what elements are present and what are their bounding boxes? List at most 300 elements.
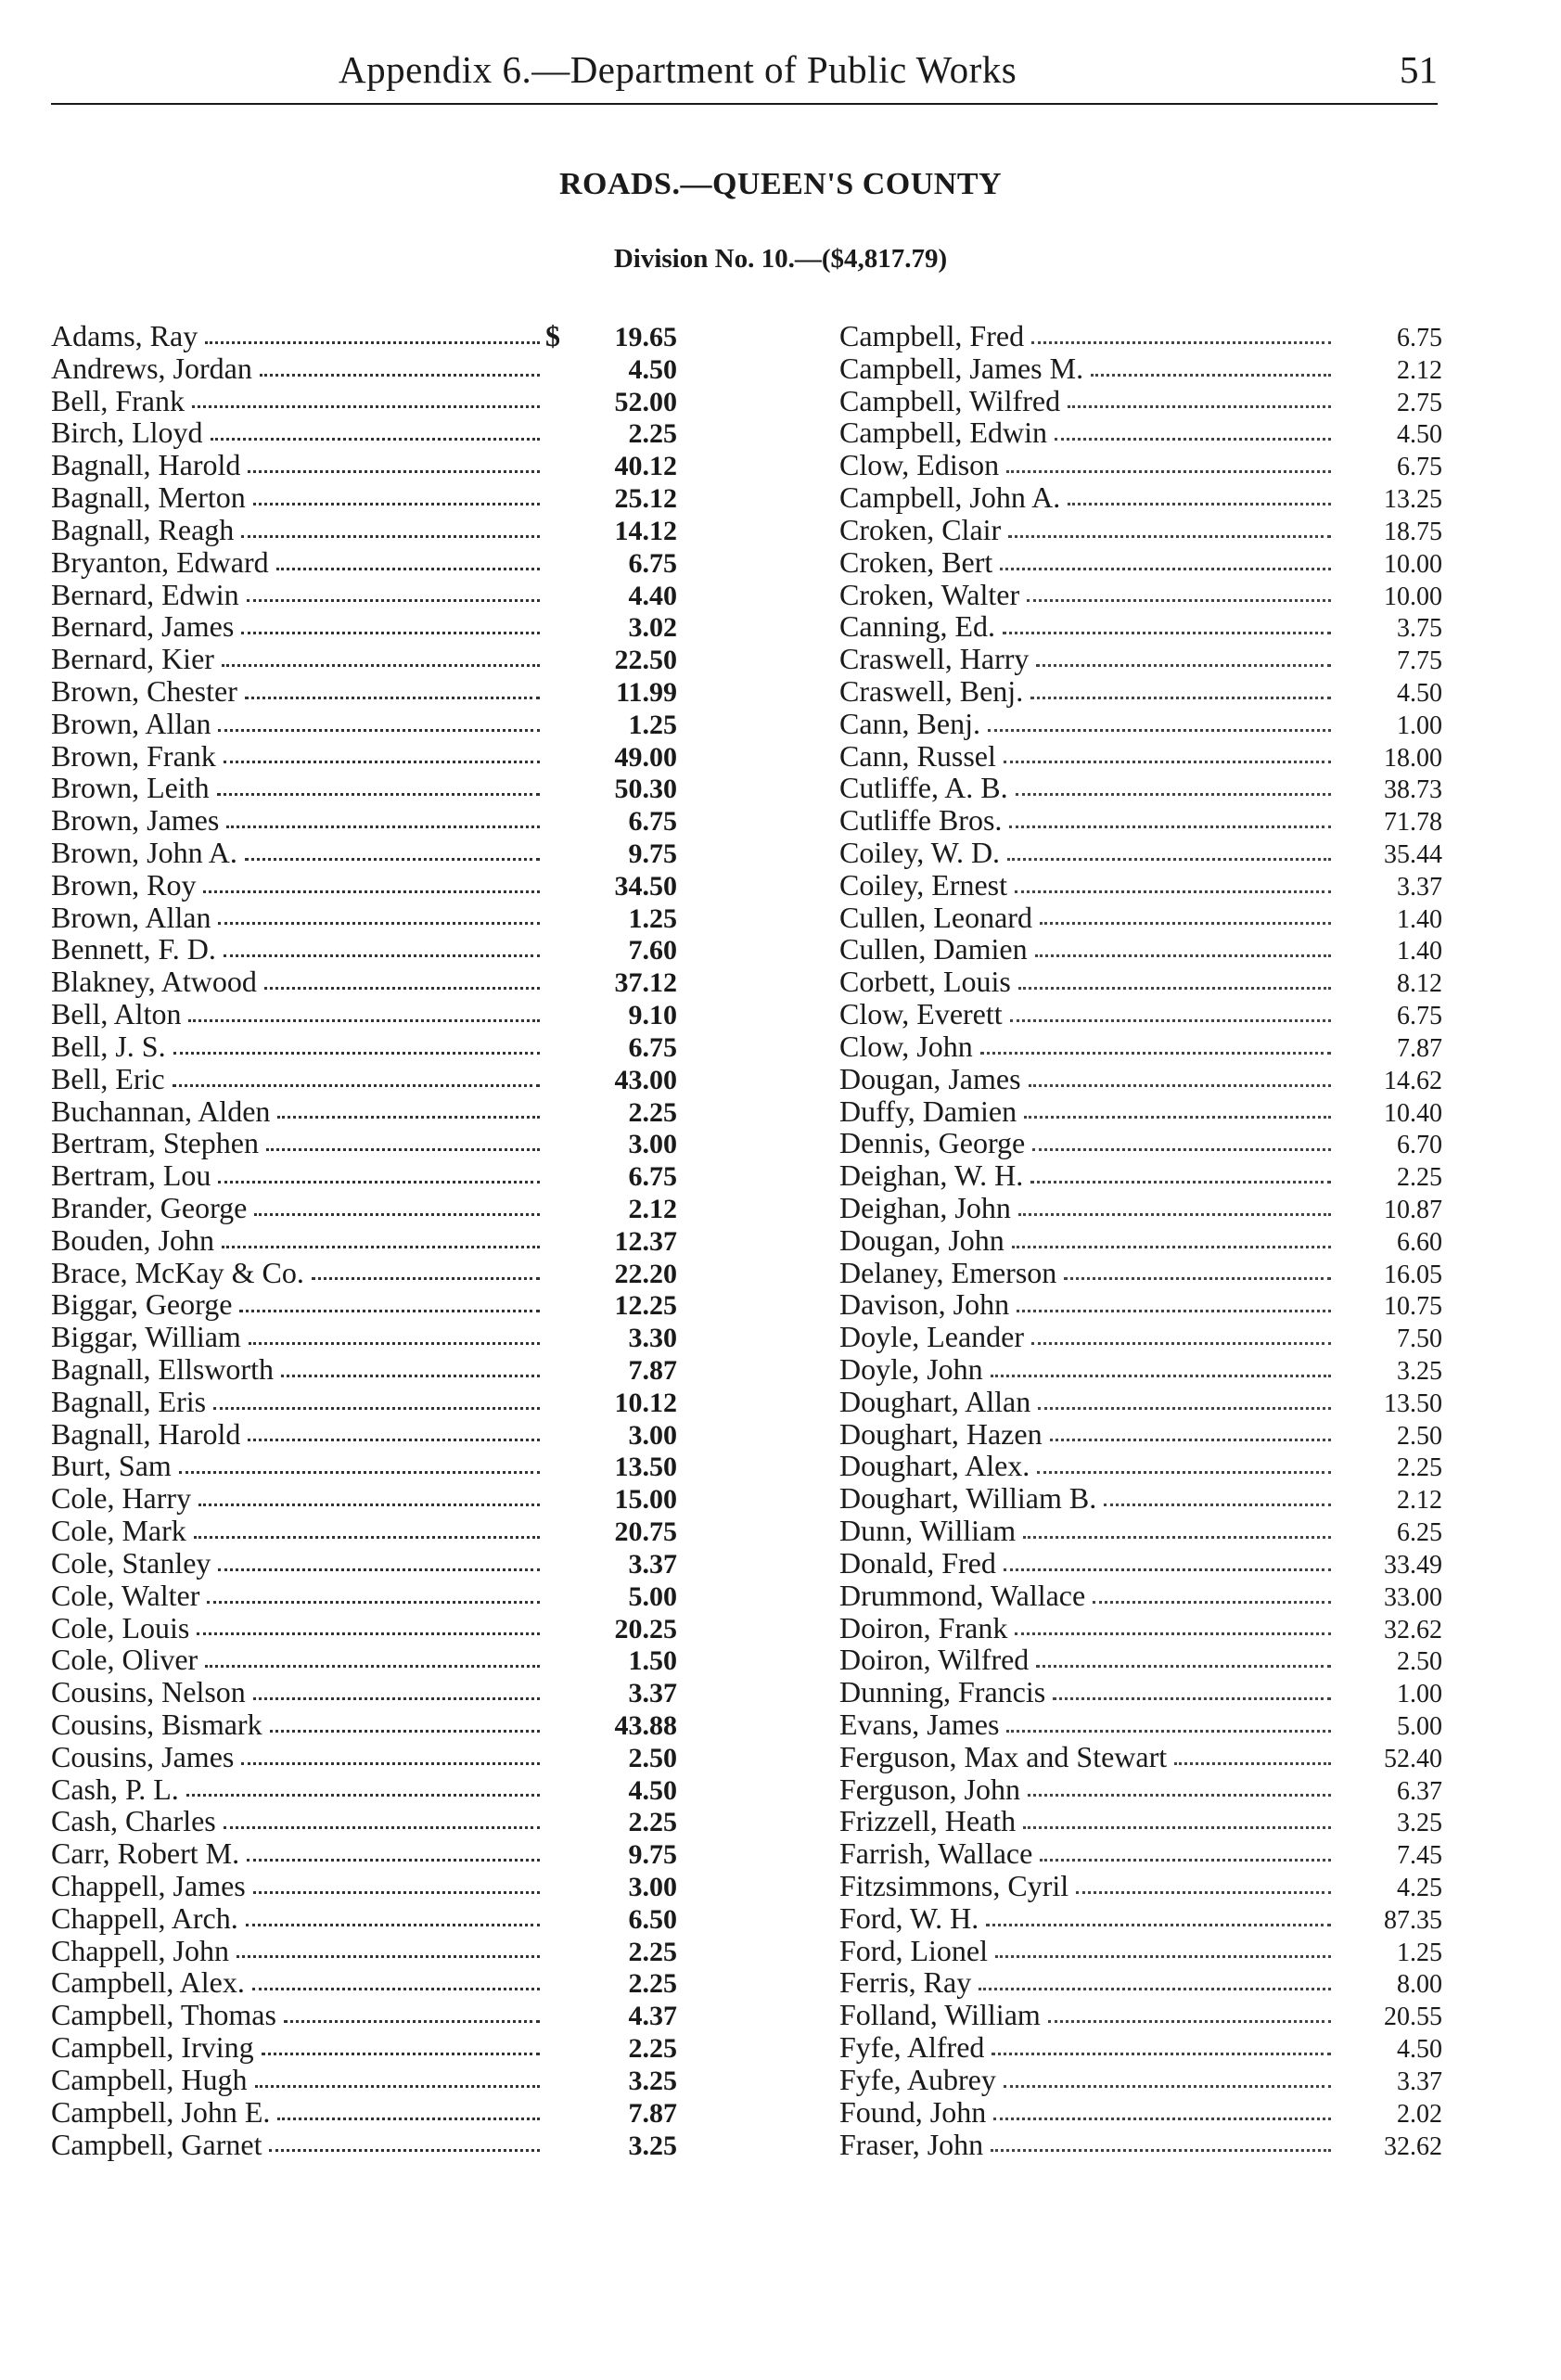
payee-row: [839, 1450, 1442, 1482]
dot-leader: [1174, 1762, 1331, 1765]
payment-amount: 3.37: [628, 1678, 677, 1709]
payee-name: Brace, McKay & Co.: [51, 1255, 304, 1289]
payment-amount: 32.62: [1384, 2131, 1442, 2161]
payee-name: Ferguson, Max and Stewart: [839, 1739, 1168, 1773]
payee-name: Folland, William: [839, 1998, 1041, 2032]
payment-amount: 2.25: [1397, 1163, 1442, 1193]
payee-row: [51, 1773, 677, 1806]
dot-leader: [245, 697, 540, 699]
payment-amount: 2.12: [1397, 355, 1442, 385]
dot-leader: [1027, 599, 1331, 602]
payee-row: [51, 1966, 677, 1999]
payee-row: [839, 1257, 1442, 1289]
payment-amount: 3.00: [628, 1419, 677, 1451]
payee-row: [51, 1288, 677, 1321]
payment-amount: 10.12: [614, 1387, 677, 1418]
payee-row: [51, 1482, 677, 1515]
payee-row: [51, 1837, 677, 1870]
payee-name: Farrish, Wallace: [839, 1836, 1033, 1871]
payee-row: [839, 385, 1442, 417]
payee-row: [839, 1482, 1442, 1515]
payee-row: [51, 2031, 677, 2064]
payee-row: [839, 804, 1442, 837]
payee-row: [51, 481, 677, 514]
payee-row: [839, 1837, 1442, 1870]
dot-leader: [253, 1697, 540, 1700]
payment-amount: 15.00: [614, 1484, 677, 1516]
payment-amount: 14.62: [1384, 1066, 1442, 1095]
dot-leader: [992, 2053, 1331, 2055]
dot-leader: [241, 632, 540, 634]
dot-leader: [226, 825, 540, 828]
payee-row: [839, 998, 1442, 1030]
payee-name: Bagnall, Eris: [51, 1384, 207, 1418]
payee-name: Fyfe, Aubrey: [839, 2062, 996, 2096]
payment-amount: 1.40: [1397, 937, 1442, 966]
payee-name: Cutliffe, A. B.: [839, 771, 1008, 805]
payee-name: Brown, Leith: [51, 771, 210, 805]
payee-row: [839, 902, 1442, 934]
payee-name: Cash, Charles: [51, 1804, 216, 1838]
payment-amount: 7.87: [628, 1355, 677, 1386]
payee-name: Chappell, Arch.: [51, 1900, 238, 1935]
payment-amount: 43.88: [614, 1709, 677, 1741]
payee-row: [839, 2064, 1442, 2096]
dot-leader: [217, 793, 540, 796]
payee-row: [839, 1805, 1442, 1837]
payee-name: Birch, Lloyd: [51, 416, 203, 450]
dot-leader: [1048, 2020, 1331, 2023]
dot-leader: [205, 341, 540, 344]
payee-name: Bell, J. S.: [51, 1029, 166, 1063]
payee-name: Canning, Ed.: [839, 609, 995, 644]
dot-leader: [995, 1955, 1331, 1958]
dot-leader: [1030, 1181, 1331, 1184]
payee-name: Bernard, James: [51, 609, 235, 644]
payee-row: [839, 1224, 1442, 1257]
payment-amount: 20.75: [614, 1516, 677, 1548]
payee-name: Cullen, Leonard: [839, 900, 1032, 934]
payee-row: [51, 1095, 677, 1128]
payee-name: Campbell, Irving: [51, 2030, 254, 2065]
payee-name: Fraser, John: [839, 2127, 984, 2161]
running-title: Appendix 6.—Department of Public Works: [339, 48, 1017, 91]
payment-amount: 4.50: [1397, 678, 1442, 708]
payee-row: [839, 546, 1442, 579]
payee-name: Bell, Eric: [51, 1061, 165, 1095]
payee-name: Cousins, Bismark: [51, 1707, 262, 1741]
payment-amount: 11.99: [616, 676, 677, 708]
payee-row: [839, 2129, 1442, 2161]
dot-leader: [1000, 568, 1331, 570]
dot-leader: [252, 1988, 540, 1990]
payee-name: Clow, Everett: [839, 997, 1003, 1031]
dot-leader: [173, 1084, 540, 1087]
dot-leader: [255, 2085, 540, 2088]
payment-amount: 3.25: [628, 2130, 677, 2161]
payment-amount: 14.12: [614, 515, 677, 546]
payment-amount: 33.49: [1384, 1550, 1442, 1580]
header-rule: [51, 103, 1438, 105]
payee-name: Blakney, Atwood: [51, 965, 257, 999]
payment-amount: 9.10: [628, 1000, 677, 1031]
dot-leader: [1018, 1213, 1331, 1216]
payee-name: Deighan, John: [839, 1190, 1011, 1224]
payee-row: [51, 1902, 677, 1935]
dot-leader: [979, 1988, 1331, 1990]
dot-leader: [277, 2118, 540, 2120]
payee-row: [51, 1418, 677, 1451]
dot-leader: [1010, 1019, 1331, 1022]
payee-name: Campbell, John A.: [839, 480, 1061, 515]
payment-amount: 6.75: [1397, 324, 1442, 352]
payment-amount: 38.73: [1384, 775, 1442, 805]
payee-row: [839, 1321, 1442, 1353]
dot-leader: [276, 568, 540, 570]
payment-amount: 3.37: [1397, 2067, 1442, 2096]
payment-amount: 10.40: [1384, 1098, 1442, 1128]
payee-row: [51, 514, 677, 546]
dot-leader: [1068, 503, 1331, 505]
payment-amount: 1.00: [1397, 1680, 1442, 1709]
payment-amount: 2.02: [1397, 2099, 1442, 2129]
payee-row: [839, 1127, 1442, 1159]
payment-amount: 10.87: [1384, 1195, 1442, 1224]
dot-leader: [1028, 1794, 1331, 1797]
payee-name: Brown, Chester: [51, 673, 237, 708]
payee-row: [839, 610, 1442, 643]
payee-row: [51, 449, 677, 481]
payment-amount: 4.37: [628, 2001, 677, 2032]
dot-leader: [260, 374, 540, 377]
payee-row: [839, 449, 1442, 481]
payee-name: Doughart, Allan: [839, 1384, 1031, 1418]
payment-amount: 52.40: [1384, 1744, 1442, 1773]
payee-row: [839, 675, 1442, 708]
dot-leader: [1053, 1697, 1331, 1700]
dot-leader: [1055, 438, 1331, 441]
payee-row: [51, 1708, 677, 1741]
payee-name: Adams, Ray: [51, 319, 198, 352]
dot-leader: [1038, 1407, 1331, 1410]
payee-name: Bouden, John: [51, 1222, 214, 1257]
payee-row: [839, 1192, 1442, 1224]
payee-name: Croken, Walter: [839, 577, 1020, 611]
payment-amount: 6.75: [1397, 453, 1442, 482]
dot-leader: [1030, 697, 1331, 699]
payee-name: Davison, John: [839, 1287, 1010, 1322]
payee-name: Dougan, John: [839, 1222, 1004, 1257]
dot-leader: [179, 1471, 540, 1474]
dot-leader: [1008, 535, 1331, 538]
currency-symbol: $: [545, 319, 560, 352]
payee-name: Campbell, James M.: [839, 351, 1084, 385]
payee-name: Clow, Edison: [839, 448, 1000, 482]
payment-amount: 3.00: [628, 1129, 677, 1160]
payee-name: Cole, Harry: [51, 1481, 192, 1516]
dot-leader: [980, 1052, 1331, 1055]
dot-leader: [1023, 1536, 1331, 1539]
payee-row: [51, 772, 677, 804]
payee-name: Deighan, W. H.: [839, 1158, 1024, 1193]
dot-leader: [1003, 632, 1331, 634]
payment-amount: 19.65: [614, 322, 677, 352]
payee-name: Cole, Walter: [51, 1578, 200, 1612]
dot-leader: [224, 1826, 540, 1829]
payment-amount: 2.25: [628, 1968, 677, 2000]
dot-leader: [1076, 1891, 1331, 1894]
payee-name: Evans, James: [839, 1707, 1000, 1741]
payee-row: [839, 933, 1442, 966]
payment-amount: 9.75: [628, 838, 677, 869]
dot-leader: [222, 1246, 540, 1248]
dot-leader: [1017, 1310, 1331, 1312]
payment-amount: 3.30: [628, 1323, 677, 1354]
payee-name: Clow, John: [839, 1029, 973, 1063]
payee-row: [839, 1353, 1442, 1386]
payment-amount: 2.25: [628, 1936, 677, 1967]
payment-amount: 7.50: [1397, 1324, 1442, 1354]
dot-leader: [253, 503, 540, 505]
payee-row: [839, 837, 1442, 869]
dot-leader: [218, 1568, 540, 1571]
payee-name: Doiron, Wilfred: [839, 1643, 1030, 1677]
dot-leader: [312, 1277, 540, 1280]
payment-amount: 6.75: [628, 806, 677, 838]
payee-row: [51, 1030, 677, 1063]
payment-amount: 5.00: [1397, 1711, 1442, 1741]
payee-name: Ferris, Ray: [839, 1965, 972, 2000]
payment-amount: 2.25: [1397, 1453, 1442, 1483]
payment-amount: 37.12: [614, 967, 677, 999]
payee-row: [839, 1547, 1442, 1580]
dot-leader: [1004, 1568, 1331, 1571]
payment-amount: 20.55: [1384, 2003, 1442, 2032]
dot-leader: [1006, 470, 1331, 473]
payee-name: Cann, Benj.: [839, 706, 980, 740]
dot-leader: [1031, 1342, 1331, 1345]
payee-name: Bagnall, Merton: [51, 480, 246, 515]
dot-leader: [1004, 761, 1331, 763]
payment-amount: 6.60: [1397, 1227, 1442, 1257]
payee-row: [839, 352, 1442, 385]
payee-name: Burt, Sam: [51, 1449, 172, 1483]
payee-row: [51, 675, 677, 708]
payee-name: Cash, P. L.: [51, 1772, 179, 1806]
payee-name: Croken, Bert: [839, 544, 993, 579]
payee-row: [839, 1644, 1442, 1676]
division-heading: Division No. 10.—($4,817.79): [613, 244, 948, 274]
payee-name: Cole, Oliver: [51, 1643, 198, 1677]
dot-leader: [264, 987, 540, 990]
payee-name: Campbell, Alex.: [51, 1965, 245, 2000]
payment-amount: 12.25: [614, 1290, 677, 1322]
dot-leader: [207, 1601, 540, 1604]
payee-name: Bertram, Stephen: [51, 1126, 259, 1160]
payment-amount: 3.25: [628, 2065, 677, 2096]
dot-leader: [1036, 1665, 1331, 1668]
payment-amount: 9.75: [628, 1839, 677, 1871]
payee-row: [51, 1935, 677, 1967]
payee-name: Cole, Stanley: [51, 1545, 211, 1580]
payment-amount: 18.75: [1384, 517, 1442, 546]
payee-row: [839, 1676, 1442, 1708]
payment-amount: 1.25: [1397, 1938, 1442, 1967]
payment-amount: 2.25: [628, 2033, 677, 2065]
dot-leader: [1031, 341, 1331, 344]
payee-name: Bell, Alton: [51, 997, 182, 1031]
payee-name: Campbell, Garnet: [51, 2127, 262, 2161]
payment-amount: 50.30: [614, 774, 677, 805]
payment-amount: 2.50: [628, 1742, 677, 1773]
dot-leader: [1016, 793, 1331, 796]
payee-name: Bagnall, Reagh: [51, 512, 235, 546]
payment-amount: 13.50: [614, 1452, 677, 1483]
payee-name: Bryanton, Edward: [51, 544, 269, 579]
payee-name: Craswell, Benj.: [839, 673, 1024, 708]
payee-row: [839, 966, 1442, 998]
dot-leader: [1036, 664, 1331, 667]
payee-row: [51, 1224, 677, 1257]
payee-name: Donald, Fred: [839, 1545, 996, 1580]
payee-name: Doughart, Hazen: [839, 1416, 1043, 1451]
dot-leader: [218, 729, 540, 732]
payee-row: [839, 708, 1442, 740]
payee-name: Delaney, Emerson: [839, 1255, 1057, 1289]
payee-name: Brown, Allan: [51, 706, 211, 740]
payment-amount: 25.12: [614, 483, 677, 515]
payee-row: [51, 1127, 677, 1159]
payee-name: Cole, Louis: [51, 1610, 190, 1644]
payee-name: Bertram, Lou: [51, 1158, 211, 1193]
payee-name: Brown, James: [51, 803, 220, 838]
dot-leader: [253, 1891, 540, 1894]
dot-leader: [222, 664, 540, 667]
payee-row: [51, 1353, 677, 1386]
payee-row: [51, 837, 677, 869]
payee-name: Campbell, Wilfred: [839, 383, 1061, 417]
payment-amount: 6.75: [1397, 1002, 1442, 1031]
payee-name: Andrews, Jordan: [51, 351, 252, 385]
dot-leader: [1068, 405, 1331, 408]
payee-name: Bennett, F. D.: [51, 932, 216, 966]
payee-row: [839, 1935, 1442, 1967]
dot-leader: [269, 2149, 540, 2152]
dot-leader: [218, 922, 540, 925]
payee-row: [839, 643, 1442, 675]
payee-name: Carr, Robert M.: [51, 1836, 240, 1871]
payment-amount: 8.00: [1397, 1970, 1442, 2000]
dot-leader: [192, 405, 540, 408]
payee-row: [51, 998, 677, 1030]
payee-name: Bernard, Kier: [51, 642, 214, 676]
payment-amount: 3.00: [628, 1872, 677, 1902]
payment-amount: 13.50: [1384, 1388, 1442, 1418]
payment-amount: 2.25: [628, 1807, 677, 1838]
dot-leader: [1050, 1439, 1331, 1441]
dot-leader: [1104, 1503, 1331, 1506]
payment-amount: 1.25: [628, 709, 677, 740]
dot-leader: [1009, 825, 1331, 828]
dot-leader: [266, 1148, 540, 1151]
dot-leader: [245, 858, 540, 861]
payment-amount: 4.40: [628, 580, 677, 611]
dot-leader: [247, 1859, 540, 1862]
payee-name: Ferguson, John: [839, 1772, 1020, 1806]
payee-name: Croken, Clair: [839, 512, 1002, 546]
payment-amount: 18.00: [1384, 743, 1442, 773]
payee-row: [51, 1159, 677, 1192]
payee-name: Cullen, Damien: [839, 932, 1028, 966]
section-title: ROADS.—QUEEN'S COUNTY: [558, 167, 1003, 201]
payment-amount: 87.35: [1384, 1905, 1442, 1935]
payment-amount: 8.12: [1397, 969, 1442, 999]
payee-name: Doughart, Alex.: [839, 1449, 1030, 1483]
payment-amount: 1.50: [628, 1645, 677, 1677]
payee-name: Buchannan, Alden: [51, 1094, 271, 1128]
payee-name: Dunn, William: [839, 1514, 1017, 1548]
dot-leader: [1040, 1859, 1331, 1862]
payment-amount: 6.75: [628, 1161, 677, 1193]
dot-leader: [247, 599, 540, 602]
payee-row: [51, 1644, 677, 1676]
payee-row: [839, 1030, 1442, 1063]
dot-leader: [241, 535, 540, 538]
dot-leader: [205, 1665, 540, 1668]
payment-amount: 7.87: [1397, 1033, 1442, 1063]
payment-amount: 1.40: [1397, 904, 1442, 934]
payee-row: [839, 869, 1442, 902]
payment-amount: 2.50: [1397, 1421, 1442, 1451]
payee-row: [51, 1547, 677, 1580]
payee-row: [51, 385, 677, 417]
payment-amount: 6.75: [628, 1031, 677, 1063]
dot-leader: [197, 1632, 540, 1635]
payee-name: Cousins, James: [51, 1739, 235, 1773]
payee-name: Brown, John A.: [51, 836, 237, 869]
dot-leader: [248, 470, 540, 473]
payment-amount: 22.50: [614, 645, 677, 676]
payee-name: Cole, Mark: [51, 1514, 186, 1548]
payment-amount: 4.50: [1397, 420, 1442, 450]
payee-name: Craswell, Harry: [839, 642, 1030, 676]
payee-row: [839, 1418, 1442, 1451]
payment-amount: 2.12: [1397, 1486, 1442, 1516]
dot-leader: [986, 1924, 1331, 1926]
payee-row: [839, 1999, 1442, 2031]
payee-name: Brown, Roy: [51, 867, 197, 902]
dot-leader: [1029, 1084, 1331, 1087]
dot-leader: [1024, 1116, 1331, 1119]
payee-name: Cutliffe Bros.: [839, 803, 1003, 838]
payee-row: [51, 1580, 677, 1612]
dot-leader: [1040, 922, 1331, 925]
payee-row: [839, 514, 1442, 546]
payee-row: [51, 352, 677, 385]
payee-row: [51, 1676, 677, 1708]
payment-amount: 7.87: [628, 2097, 677, 2129]
payment-amount: 12.37: [614, 1225, 677, 1257]
running-head: [51, 42, 1438, 97]
payee-row: [51, 1741, 677, 1773]
payee-row: [51, 546, 677, 579]
payment-amount: 20.25: [614, 1613, 677, 1644]
payee-row: [51, 966, 677, 998]
payment-amount: 2.25: [628, 1096, 677, 1128]
payment-amount: 35.44: [1384, 840, 1442, 869]
payee-name: Biggar, William: [51, 1320, 241, 1354]
payment-amount: 43.00: [614, 1064, 677, 1095]
